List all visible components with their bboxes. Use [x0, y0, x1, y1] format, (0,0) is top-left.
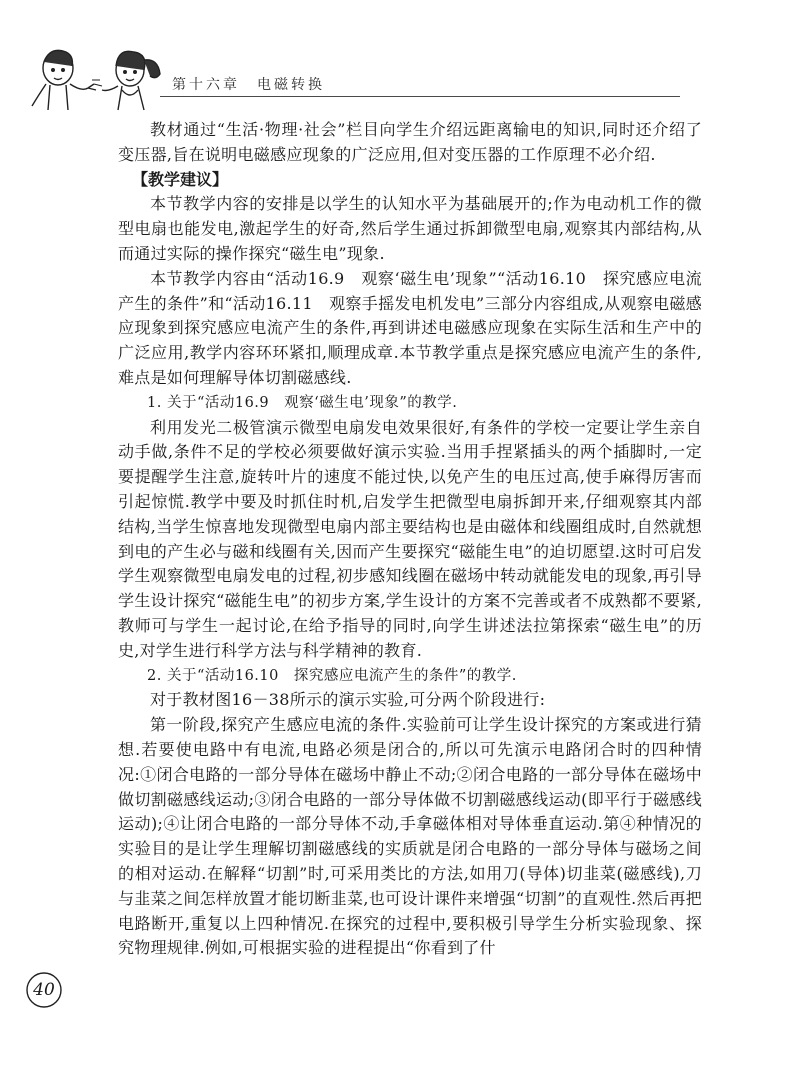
subheading-2: 2. 关于“活动16.10 探究感应电流产生的条件”的教学.: [147, 667, 517, 684]
page-body: [118, 118, 702, 961]
section-heading: 【教学建议】: [132, 169, 229, 189]
subheading-1: 1. 关于“活动16.9 观察‘磁生电’现象”的教学.: [147, 394, 458, 411]
paragraph-4: 对于教材图16－38所示的演示实验,可分两个阶段进行:: [150, 690, 546, 710]
paragraph-2: 本节教学内容由“活动16.9 观察‘磁生电’现象”“活动16.10 探究感应电流产生的条件”和“活动16.11 观察手摇发电机发电”三部分内容组成,从观察电磁感应现象到探究感应电流产生的条件,再到讲述电磁感应现象在实际生活和生产中的广泛应用,教学内容环环紧扣,顺理成章.本节教学重点是探究感应电流产生的条件,难点是如何理解导体切割磁感线.: [118, 268, 702, 387]
chapter-title: 第十六章 电磁转换: [172, 77, 325, 93]
page-header: [0, 0, 800, 110]
page-number: [24, 970, 64, 1010]
paragraph-1: 本节教学内容的安排是以学生的认知水平为基础展开的;作为电动机工作的微型电扇也能发电,激起学生的好奇,然后学生通过拆卸微型电扇,观察其内部结构,从而通过实际的操作探究“磁生电”现象.: [118, 194, 702, 263]
paragraph-5: 第一阶段,探究产生感应电流的条件.实验前可让学生设计探究的方案或进行猜想.若要使电路中有电流,电路必须是闭合的,所以可先演示电路闭合时的四种情况:①闭合电路的一部分导体在磁场中静止不动;②闭合电路的一部分导体在磁场中做切割磁感线运动;③闭合电路的一部分导体做不切割磁感线运动(即平行于磁感线运动);④让闭合电路的一部分导体不动,手拿磁体相对导体垂直运动.第④种情况的实验目的是让学生理解切割磁感线的实质就是闭合电路的一部分导体与磁场之间的相对运动.在解释“切割”时,可采用类比的方法,如用刀(导体)切韭菜(磁感线),刀与韭菜之间怎样放置才能切断韭菜,也可设计课件来增强“切割”的直观性.然后再把电路断开,重复以上四种情况.在探究的过程中,要积极引导学生分析实验现象、探究物理规律.例如,可根据实验的进程提出“你看到了什: [118, 715, 702, 958]
children-illustration: [28, 40, 168, 112]
page-number-text: 40: [33, 980, 55, 1000]
intro-paragraph: 教材通过“生活·物理·社会”栏目向学生介绍远距离输电的知识,同时还介绍了变压器,旨在说明电磁感应现象的广泛应用,但对变压器的工作原理不必介绍.: [118, 120, 702, 164]
header-divider: [160, 96, 680, 97]
paragraph-3: 利用发光二极管演示微型电扇发电效果很好,有条件的学校一定要让学生亲自动手做,条件不足的学校必须要做好演示实验.当用手捏紧插头的两个插脚时,一定要提醒学生注意,旋转叶片的速度不能过快,以免产生的电压过高,使手麻得厉害而引起惊慌.教学中要及时抓住时机,启发学生把微型电扇拆卸开来,仔细观察其内部结构,当学生惊喜地发现微型电扇内部主要结构也是由磁体和线圈组成时,自然就想到电的产生必与磁和线圈有关,因而产生要探究“磁能生电”的迫切愿望.这时可启发学生观察微型电扇发电的过程,初步感知线圈在磁场中转动就能发电的现象,再引导学生设计探究“磁能生电”的初步方案,学生设计的方案不完善或者不成熟都不要紧,教师可与学生一起讨论,在给予指导的同时,向学生讲述法拉第探索“磁生电”的历史,对学生进行科学方法与科学精神的教育.: [118, 417, 702, 660]
